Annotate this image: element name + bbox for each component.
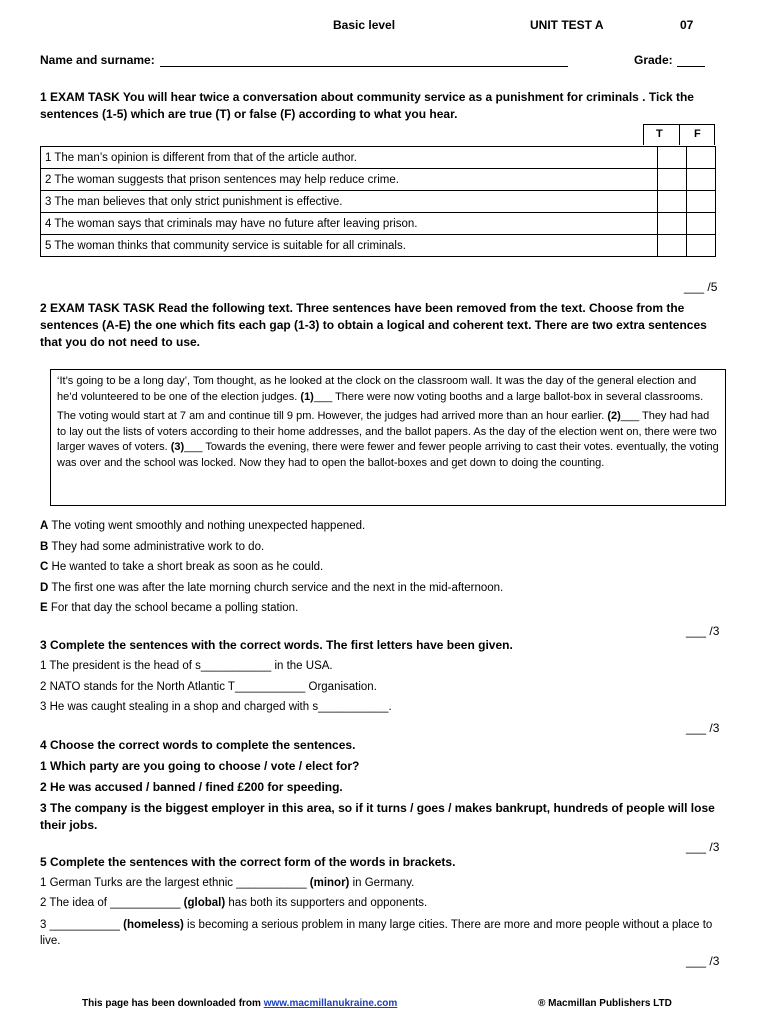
false-column-header: F xyxy=(694,128,701,140)
reading-paragraph-1: ‘It’s going to be a long day’, Tom thought, as he looked at the clock on the classroom wall. It was the day of the general election and he’d volunteered to be one of the election judges. (1)___ There were now voting booths and a large ballot-box in several classrooms. xyxy=(57,375,704,403)
statement-3: 3 The man believes that only strict punishment is effective. xyxy=(41,191,658,213)
task4-item-3: 3 The company is the biggest employer in this area, so if it turns / goes / makes bankrupt, hundreds of people will lose their jobs. xyxy=(40,801,715,832)
footer-copyright: ® Macmillan Publishers LTD xyxy=(538,998,672,1009)
task4-title: 4 Choose the correct words to complete the sentences. xyxy=(40,738,356,752)
task5-item-2: 2 The idea of ___________ (global) has both its supporters and opponents. xyxy=(40,897,428,909)
task3-item-2: 2 NATO stands for the North Atlantic T___________ Organisation. xyxy=(40,681,377,693)
task5-score: ___ /3 xyxy=(686,954,720,968)
option-c: C He wanted to take a short break as soon as he could. xyxy=(40,561,324,573)
name-field[interactable] xyxy=(160,53,568,67)
task5-item-1: 1 German Turks are the largest ethnic ___________ (minor) in Germany. xyxy=(40,877,415,889)
reading-text-box xyxy=(50,369,726,506)
tf-header-box xyxy=(643,124,715,145)
option-b: B They had some administrative work to do. xyxy=(40,541,265,553)
footer-download-note: This page has been downloaded from www.macmillanukraine.com xyxy=(82,998,398,1009)
true-checkbox-3[interactable] xyxy=(658,191,687,213)
table-row xyxy=(41,213,716,235)
task4-item-2: 2 He was accused / banned / fined £200 for speeding. xyxy=(40,780,343,794)
statement-5: 5 The woman thinks that community service is suitable for all criminals. xyxy=(41,235,658,257)
statement-1: 1 The man’s opinion is different from that of the article author. xyxy=(41,147,658,169)
gap-3-marker: (3) xyxy=(170,441,185,453)
task4-item-1: 1 Which party are you going to choose / vote / elect for? xyxy=(40,759,360,773)
task2-title: 2 EXAM TASK TASK Read the following text. Three sentences have been removed from the text. Choose from the sentences (A-E) the one which fits each gap (1-3) to obtain a logical and coherent text. There are two extra sentences that you do not need to use. xyxy=(40,301,707,349)
false-checkbox-5[interactable] xyxy=(687,235,716,257)
task4-score: ___ /3 xyxy=(686,840,720,854)
table-row xyxy=(41,147,716,169)
option-e: E For that day the school became a polling station. xyxy=(40,602,299,614)
grade-field-label: Grade: xyxy=(634,53,673,67)
true-checkbox-5[interactable] xyxy=(658,235,687,257)
false-checkbox-4[interactable] xyxy=(687,213,716,235)
statement-4: 4 The woman says that criminals may have no future after leaving prison. xyxy=(41,213,658,235)
test-title: UNIT TEST A xyxy=(530,18,604,32)
task3-title: 3 Complete the sentences with the correct words. The first letters have been given. xyxy=(40,638,513,652)
false-checkbox-1[interactable] xyxy=(687,147,716,169)
task5-title: 5 Complete the sentences with the correct form of the words in brackets. xyxy=(40,855,456,869)
table-row xyxy=(41,169,716,191)
false-checkbox-3[interactable] xyxy=(687,191,716,213)
true-checkbox-1[interactable] xyxy=(658,147,687,169)
false-checkbox-2[interactable] xyxy=(687,169,716,191)
true-column-header: T xyxy=(656,128,663,140)
gap-1-marker: (1) xyxy=(300,390,314,403)
task2-score: ___ /3 xyxy=(686,624,720,638)
name-field-label: Name and surname: xyxy=(40,53,155,67)
true-false-table xyxy=(40,146,716,257)
option-d: D The first one was after the late morning church service and the next in the mid-afternoon. xyxy=(40,582,504,594)
gap-2-marker: (2) xyxy=(607,410,621,422)
task3-item-3: 3 He was caught stealing in a shop and charged with s___________. xyxy=(40,701,392,713)
statement-2: 2 The woman suggests that prison sentences may help reduce crime. xyxy=(41,169,658,191)
true-checkbox-4[interactable] xyxy=(658,213,687,235)
table-row xyxy=(41,235,716,257)
true-checkbox-2[interactable] xyxy=(658,169,687,191)
task5-item-3: 3 ___________ (homeless) is becoming a serious problem in many large cities. There are more and more people without a place to live. xyxy=(40,919,713,947)
reading-paragraph-2: The voting would start at 7 am and continue till 9 pm. However, the judges had arrived more than an hour earlier. (2)___ They had had to lay out the lists of voters according to their home addresses, and the ballot papers. As the day of the election went on, there were two larger waves of voters. (3)___ Towards the evening, there were fewer and fewer people arriving to cast their votes. eventually, the voting was over and the school was locked. Now they had to open the ballot-boxes and get down to doing the counting. xyxy=(57,410,719,469)
task3-score: ___ /3 xyxy=(686,721,720,735)
grade-field[interactable] xyxy=(677,53,705,67)
option-a: A The voting went smoothly and nothing unexpected happened. xyxy=(40,520,366,532)
macmillan-link[interactable]: www.macmillanukraine.com xyxy=(263,998,398,1009)
page-number: 07 xyxy=(680,18,694,32)
task1-title: 1 EXAM TASK You will hear twice a conversation about community service as a punishment for criminals . Tick the sentences (1-5) which are true (T) or false (F) according to what you hear. xyxy=(40,90,694,121)
task1-score: ___ /5 xyxy=(684,280,718,294)
table-row xyxy=(41,191,716,213)
task3-item-1: 1 The president is the head of s___________ in the USA. xyxy=(40,660,333,672)
level-label: Basic level xyxy=(333,18,396,32)
